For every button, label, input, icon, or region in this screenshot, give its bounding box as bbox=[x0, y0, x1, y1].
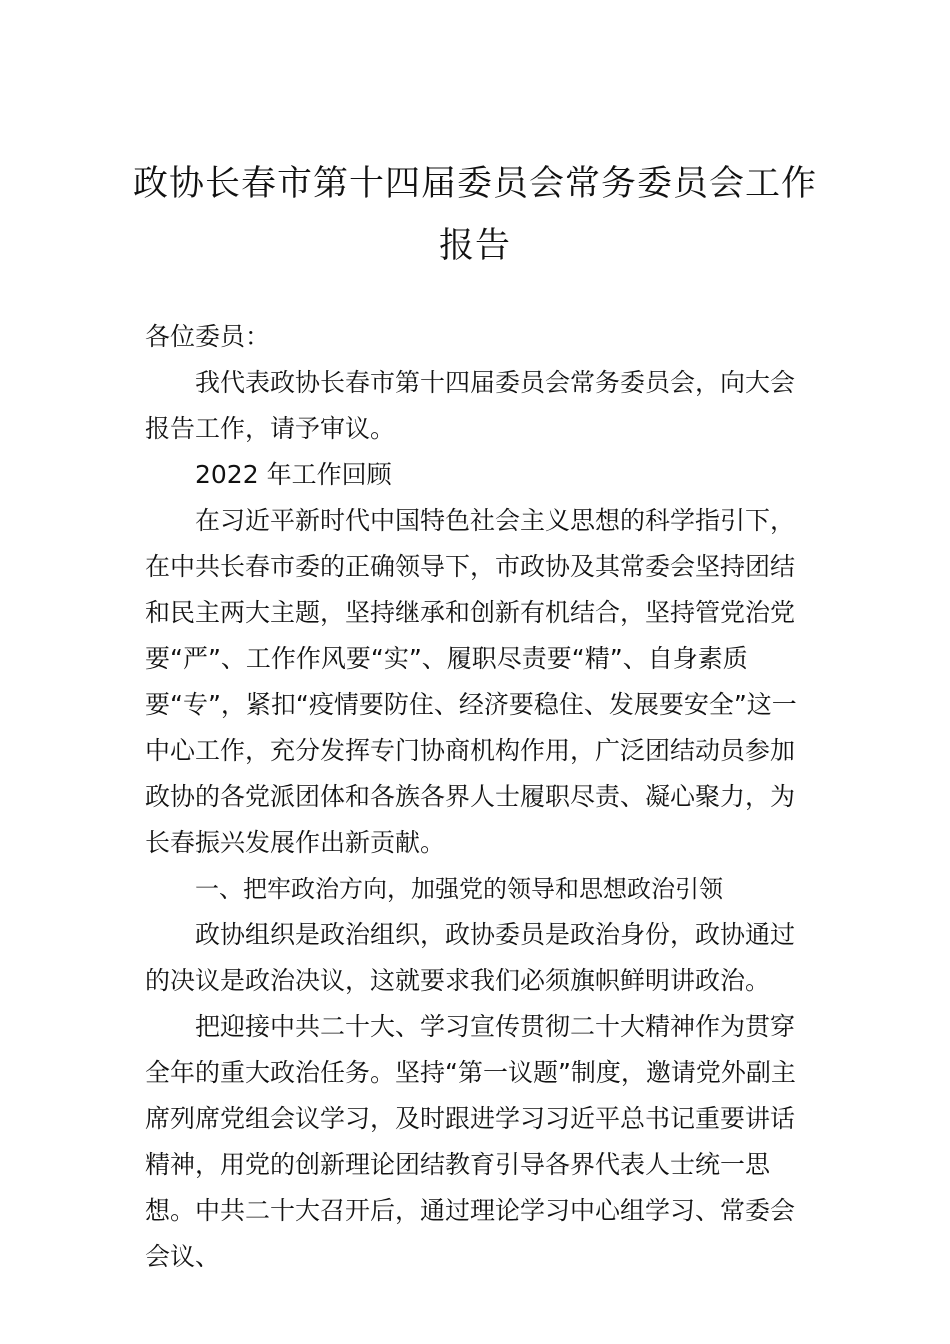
document-body bbox=[145, 314, 813, 1280]
section-heading-review: 2022 年工作回顾 bbox=[195, 460, 392, 489]
section-heading-1: 一、把牢政治方向，加强党的领导和思想政治引领 bbox=[195, 875, 723, 903]
paragraph-party-congress: 把迎接中共二十大、学习宣传贯彻二十大精神作为贯穿全年的重大政治任务。坚持“第一议题”制度，邀请党外副主席列席党组会议学习，及时跟进学习习近平总书记重要讲话精神，用党的创新理论团结教育引导各界代表人士统一思想。中共二十大召开后，通过理论学习中心组学习、常委会会议、 bbox=[145, 1012, 796, 1271]
paragraph-opening: 我代表政协长春市第十四届委员会常务委员会，向大会报告工作，请予审议。 bbox=[145, 368, 796, 443]
paragraph-political-org: 政协组织是政治组织，政协委员是政治身份，政协通过的决议是政治决议，这就要求我们必须旗帜鲜明讲政治。 bbox=[145, 920, 796, 995]
document-title: 政协长春市第十四届委员会常务委员会工作报告 bbox=[132, 164, 817, 266]
salutation: 各位委员： bbox=[145, 322, 271, 351]
paragraph-overview: 在习近平新时代中国特色社会主义思想的科学指引下，在中共长春市委的正确领导下，市政协及其常委会坚持团结和民主两大主题，坚持继承和创新有机结合，坚持管党治党要“严”、工作作风要“实”、履职尽责要“精”、自身素质要“专”，紧扣“疫情要防住、经济要稳住、发展要安全”这一中心工作，充分发挥专门协商机构作用，广泛团结动员参加政协的各党派团体和各族各界人士履职尽责、凝心聚力，为长春振兴发展作出新贡献。 bbox=[145, 506, 797, 857]
